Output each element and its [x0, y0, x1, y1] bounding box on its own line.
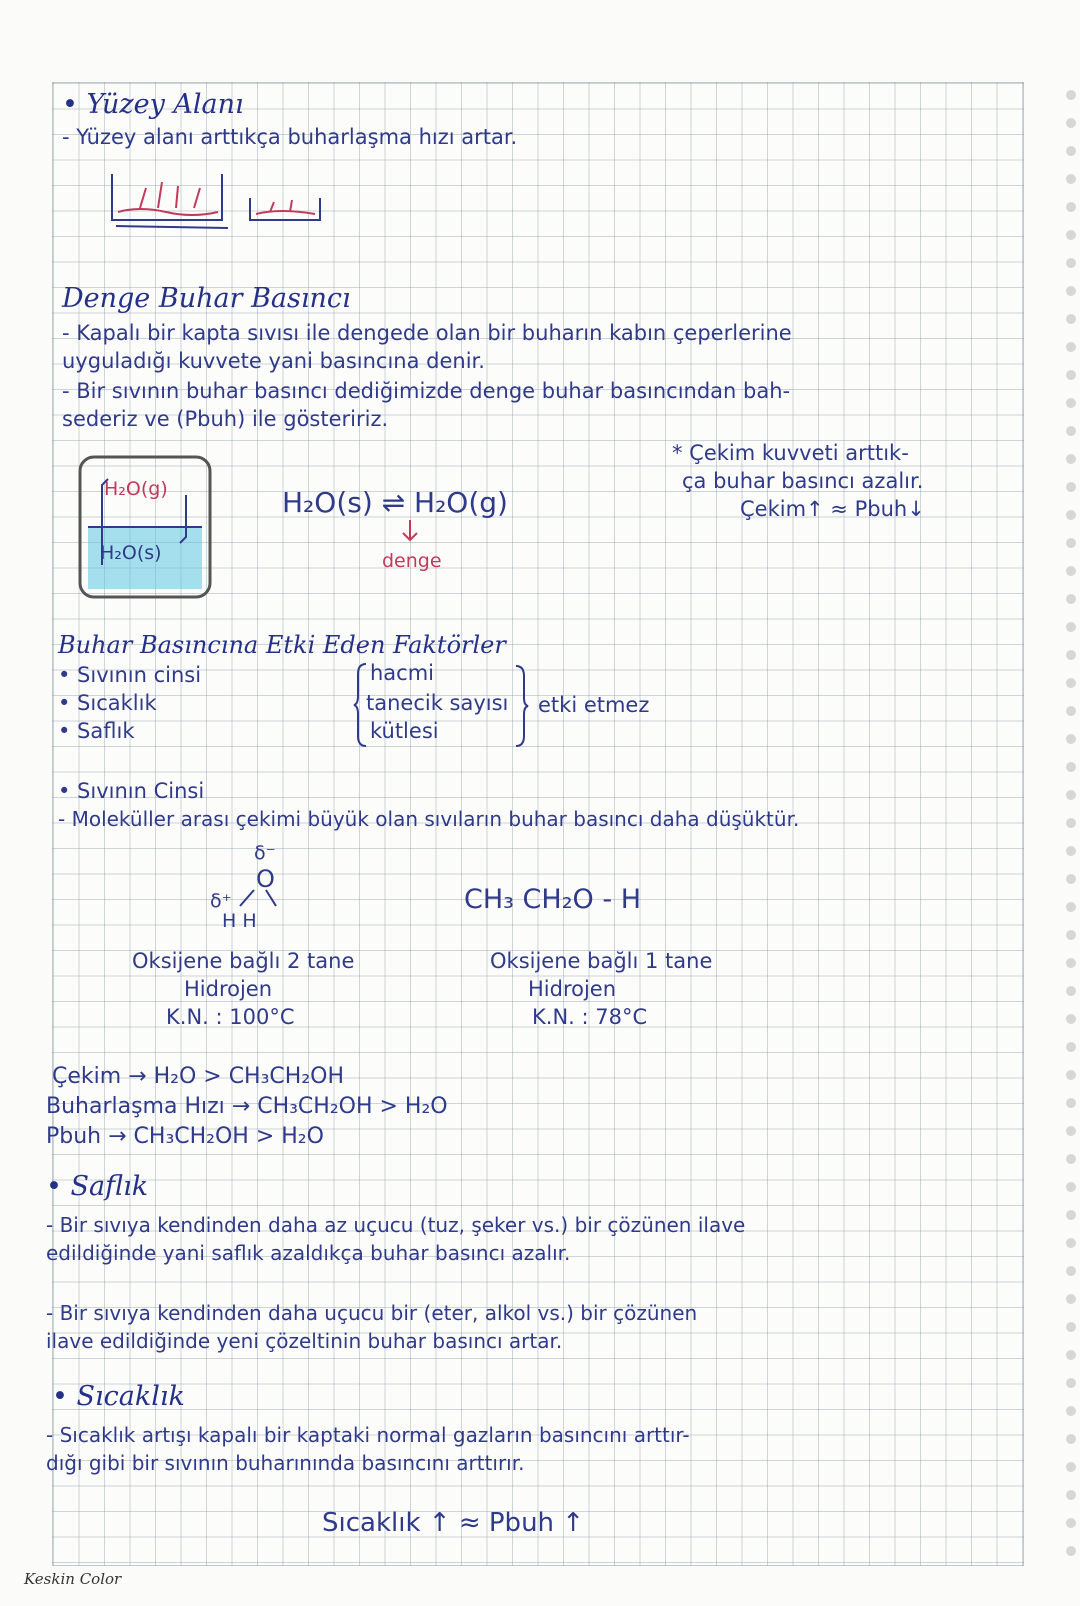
spiral-hole	[1066, 1182, 1076, 1192]
spiral-hole	[1066, 1322, 1076, 1332]
spiral-hole	[1066, 426, 1076, 436]
spiral-hole	[1066, 594, 1076, 604]
spiral-hole	[1066, 1098, 1076, 1108]
no-effect-label: etki etmez	[538, 693, 650, 717]
ethanol-boiling-point: K.N. : 78°C	[532, 1005, 648, 1029]
spiral-hole	[1066, 370, 1076, 380]
spiral-hole	[1066, 454, 1076, 464]
purity-line-3: - Bir sıvıya kendinden daha uçucu bir (eter, alkol vs.) bir çözünen	[46, 1301, 698, 1325]
spiral-hole	[1066, 1154, 1076, 1164]
spiral-hole	[1066, 762, 1076, 772]
section-title-purity: • Saflık	[46, 1171, 149, 1202]
spiral-hole	[1066, 1210, 1076, 1220]
spiral-hole	[1066, 874, 1076, 884]
spiral-hole	[1066, 650, 1076, 660]
spiral-hole	[1066, 1406, 1076, 1416]
spiral-hole	[1066, 90, 1076, 100]
spiral-hole	[1066, 1014, 1076, 1024]
section-title-temperature: • Sıcaklık	[52, 1381, 185, 1412]
spiral-hole	[1066, 258, 1076, 268]
spiral-hole	[1066, 1126, 1076, 1136]
section-title-factors: Buhar Basıncına Etki Eden Faktörler	[58, 631, 506, 659]
spiral-hole	[1066, 1266, 1076, 1276]
liquid-type-rule: - Moleküller arası çekimi büyük olan sıvıların buhar basıncı daha düşüktür.	[58, 807, 800, 831]
non-factor-volume: hacmi	[370, 661, 435, 685]
water-oxygen: O	[256, 865, 275, 893]
spiral-hole	[1066, 790, 1076, 800]
section-title-surface-area: • Yüzey Alanı	[62, 89, 244, 120]
spiral-hole	[1066, 1546, 1076, 1556]
attraction-note-line-1: * Çekim kuvveti arttık-	[672, 441, 909, 465]
spiral-hole	[1066, 230, 1076, 240]
factor-purity: • Saflık	[58, 719, 135, 743]
spiral-hole	[1066, 1518, 1076, 1528]
spiral-hole	[1066, 1238, 1076, 1248]
spiral-hole	[1066, 510, 1076, 520]
spiral-hole	[1066, 286, 1076, 296]
spiral-hole	[1066, 538, 1076, 548]
spiral-hole	[1066, 958, 1076, 968]
spiral-hole	[1066, 1042, 1076, 1052]
down-arrow-icon	[400, 520, 420, 544]
spiral-holes	[1064, 0, 1078, 1606]
definition-line-4: sederiz ve (Pbuh) ile gösteririz.	[62, 407, 389, 431]
spiral-hole	[1066, 566, 1076, 576]
spiral-hole	[1066, 202, 1076, 212]
section-title-equilibrium-vapor-pressure: Denge Buhar Basıncı	[62, 283, 351, 314]
spiral-hole	[1066, 902, 1076, 912]
ethanol-formula: CH₃ CH₂O - H	[464, 884, 642, 915]
spiral-hole	[1066, 734, 1076, 744]
attraction-note-line-3: Çekim↑ ≈ Pbuh↓	[740, 497, 925, 521]
spiral-hole	[1066, 1434, 1076, 1444]
spiral-hole	[1066, 1490, 1076, 1500]
temperature-line-1: - Sıcaklık artışı kapalı bir kaptaki normal gazların basıncını arttır-	[46, 1423, 690, 1447]
temperature-formula: Sıcaklık ↑ ≈ Pbuh ↑	[322, 1508, 585, 1538]
comparison-attraction: Çekim → H₂O > CH₃CH₂OH	[52, 1064, 345, 1089]
vessel-gas-label: H₂O(g)	[104, 478, 168, 500]
spiral-hole	[1066, 398, 1076, 408]
non-factor-mass: kütlesi	[370, 719, 439, 743]
spiral-hole	[1066, 1350, 1076, 1360]
spiral-hole	[1066, 174, 1076, 184]
spiral-hole	[1066, 1294, 1076, 1304]
water-note-line-1: Oksijene bağlı 2 tane	[132, 949, 355, 973]
ethanol-note-line-2: Hidrojen	[528, 977, 617, 1001]
attraction-note-line-2: ça buhar basıncı azalır.	[682, 469, 924, 493]
equilibrium-label: denge	[382, 550, 442, 572]
spiral-hole	[1066, 482, 1076, 492]
purity-line-1: - Bir sıvıya kendinden daha az uçucu (tuz, şeker vs.) bir çözünen ilave	[46, 1213, 746, 1237]
evaporation-sketch-icon	[110, 168, 340, 238]
vessel-liquid-label: H₂O(s)	[100, 542, 162, 564]
spiral-hole	[1066, 1462, 1076, 1472]
section-title-liquid-type: • Sıvının Cinsi	[58, 779, 205, 803]
spiral-hole	[1066, 846, 1076, 856]
spiral-hole	[1066, 118, 1076, 128]
definition-line-2: uyguladığı kuvvete yani basıncına denir.	[62, 349, 485, 373]
non-factor-particle-count: tanecik sayısı	[366, 691, 509, 715]
spiral-hole	[1066, 818, 1076, 828]
ethanol-note-line-1: Oksijene bağlı 1 tane	[490, 949, 713, 973]
spiral-hole	[1066, 986, 1076, 996]
water-delta-plus: δ⁺	[210, 890, 232, 912]
spiral-hole	[1066, 1070, 1076, 1080]
spiral-hole	[1066, 342, 1076, 352]
definition-line-3: - Bir sıvının buhar basıncı dediğimizde denge buhar basıncından bah-	[62, 379, 791, 403]
purity-line-4: ilave edildiğinde yeni çözeltinin buhar basıncı artar.	[46, 1329, 563, 1353]
spiral-hole	[1066, 622, 1076, 632]
equilibrium-equation: H₂O(s) ⇌ H₂O(g)	[282, 486, 508, 519]
spiral-hole	[1066, 146, 1076, 156]
spiral-hole	[1066, 678, 1076, 688]
definition-line-1: - Kapalı bir kapta sıvısı ile dengede olan bir buharın kabın çeperlerine	[62, 321, 792, 345]
water-delta-minus: δ⁻	[254, 842, 276, 864]
water-bonds	[230, 888, 290, 910]
comparison-evaporation-rate: Buharlaşma Hızı → CH₃CH₂OH > H₂O	[46, 1094, 448, 1119]
spiral-hole	[1066, 706, 1076, 716]
factor-temperature: • Sıcaklık	[58, 691, 157, 715]
water-note-line-2: Hidrojen	[184, 977, 273, 1001]
spiral-hole	[1066, 1378, 1076, 1388]
notebook-brand-logo: Keskin Color	[24, 1570, 122, 1588]
spiral-hole	[1066, 314, 1076, 324]
surface-area-rule: - Yüzey alanı arttıkça buharlaşma hızı artar.	[62, 125, 518, 149]
spiral-hole	[1066, 930, 1076, 940]
water-hydrogens: H H	[222, 910, 257, 932]
right-brace-icon	[514, 664, 528, 748]
purity-line-2: edildiğinde yani saflık azaldıkça buhar basıncı azalır.	[46, 1241, 571, 1265]
factor-liquid-type: • Sıvının cinsi	[58, 663, 202, 687]
comparison-vapor-pressure: Pbuh → CH₃CH₂OH > H₂O	[46, 1124, 324, 1149]
water-boiling-point: K.N. : 100°C	[166, 1005, 295, 1029]
temperature-line-2: dığı gibi bir sıvının buharınında basıncını arttırır.	[46, 1451, 525, 1475]
